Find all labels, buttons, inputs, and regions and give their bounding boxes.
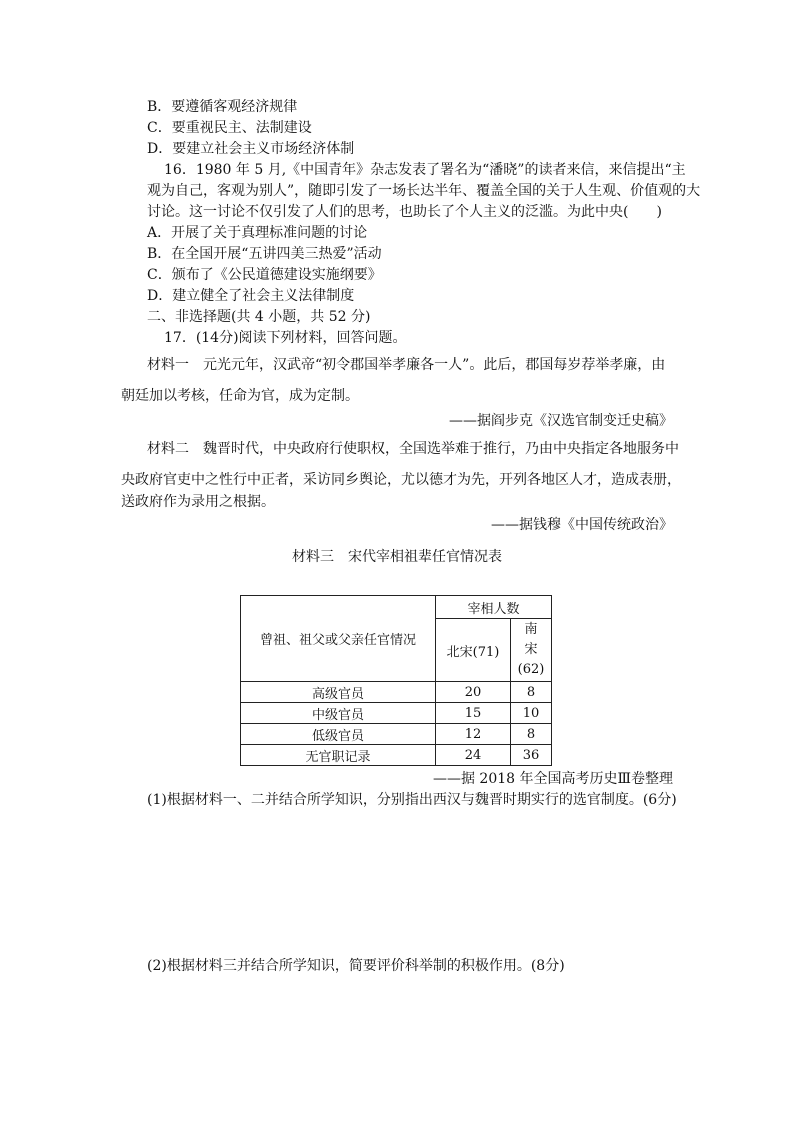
table-col-south-song-char-1: 南	[524, 622, 538, 637]
table-cell-value: 24	[436, 745, 511, 766]
material-2-line-3: 送政府作为录用之根据。	[121, 494, 275, 510]
table-cell-value: 36	[511, 745, 552, 766]
q16-option-d: D．建立健全了社会主义法律制度	[147, 288, 355, 304]
material-3-title: 材料三 宋代宰相祖辈任官情况表	[292, 549, 502, 565]
sub-question-2: (2)根据材料三并结合所学知识，简要评价科举制的积极作用。(8分)	[147, 958, 565, 974]
table-cell-label: 中级官员	[241, 703, 436, 724]
material-2-line-1: 材料二 魏晋时代，中央政府行使职权，全国选举难于推行，乃由中央指定各地服务中	[147, 441, 679, 457]
q16-stem-line-3: 讨论。这一讨论不仅引发了人们的思考，也助长了个人主义的泛滥。为此中央( )	[147, 204, 662, 220]
q15-option-d: D．要建立社会主义市场经济体制	[147, 141, 355, 157]
material-1-line-1: 材料一 元光元年，汉武帝“初令郡国举孝廉各一人”。此后，郡国每岁荐举孝廉，由	[147, 357, 666, 373]
q16-stem-line-1: 16．1980 年 5 月,《中国青年》杂志发表了署名为“潘晓”的读者来信，来信提出“主	[164, 162, 686, 178]
table-col-south-song-char-2: 宋	[524, 642, 538, 657]
material-2-line-2: 央政府官吏中之性行中正者，采访同乡舆论，尤以德才为先，开列各地区人才，造成表册，	[121, 472, 681, 488]
q17-stem: 17．(14分)阅读下列材料，回答问题。	[164, 330, 407, 346]
sub-question-1: (1)根据材料一、二并结合所学知识，分别指出西汉与魏晋时期实行的选官制度。(6分)	[147, 792, 677, 808]
q16-stem-line-2: 观为自己，客观为别人”，随即引发了一场长达半年、覆盖全国的关于人生观、价值观的大	[147, 183, 701, 199]
table-row	[241, 682, 552, 703]
table-row	[241, 703, 552, 724]
official-table	[240, 595, 552, 766]
table-row	[241, 724, 552, 745]
table-col-south-song	[511, 619, 552, 682]
q16-option-b: B．在全国开展“五讲四美三热爱”活动	[147, 246, 382, 262]
table-cell-label: 高级官员	[241, 682, 436, 703]
material-1-source: ——据阎步克《汉选官制变迁史稿》	[449, 413, 673, 429]
table-cell-value: 12	[436, 724, 511, 745]
table-row-header: 曾祖、祖父或父亲任官情况	[241, 596, 436, 682]
table-col-south-song-count: (62)	[517, 662, 545, 677]
table-cell-value: 10	[511, 703, 552, 724]
table-source: ——据 2018 年全国高考历史Ⅲ卷整理	[432, 771, 673, 787]
q16-option-c: C．颁布了《公民道德建设实施纲要》	[147, 267, 382, 283]
table-row	[241, 745, 552, 766]
table-cell-label: 低级官员	[241, 724, 436, 745]
material-1-line-2: 朝廷加以考核，任命为官，成为定制。	[121, 388, 359, 404]
table-cell-label: 无官职记录	[241, 745, 436, 766]
section-heading: 二、非选择题(共 4 小题，共 52 分)	[147, 309, 371, 325]
q16-option-a: A．开展了关于真理标准问题的讨论	[147, 225, 368, 241]
table-cell-value: 8	[511, 724, 552, 745]
table-cell-value: 20	[436, 682, 511, 703]
q15-option-c: C．要重视民主、法制建设	[147, 120, 312, 136]
q15-option-b: B．要遵循客观经济规律	[147, 99, 298, 115]
table-cell-value: 8	[511, 682, 552, 703]
table-col-north-song: 北宋(71)	[436, 619, 511, 682]
table-cell-value: 15	[436, 703, 511, 724]
material-2-source: ——据钱穆《中国传统政治》	[491, 517, 673, 533]
table-group-header: 宰相人数	[436, 596, 552, 619]
